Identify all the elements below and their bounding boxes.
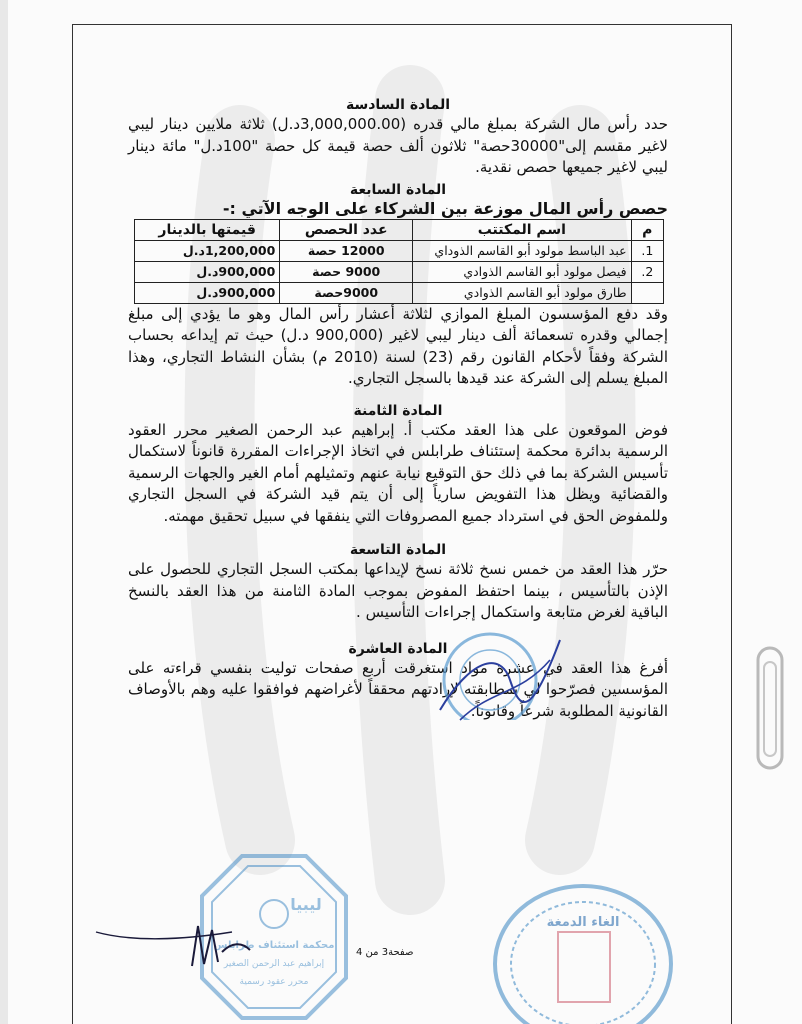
stamp-text: الغاء الدمغة xyxy=(546,915,620,930)
table-row xyxy=(135,240,664,261)
article8-title: المادة الثامنة xyxy=(353,402,443,419)
stamp-text: ليبيا xyxy=(290,895,322,914)
article9-text: حرّر هذا العقد من خمس نسخ ثلاثة نسخ لإيداعها بمكتب السجل التجاري للحصول على الإذن بالتأسيس ، بينما احتفظ المفوض بموجب المادة الثامنة من هذا العقد بالنسخ الباقية لغرض متابعة واستكمال إجراءات التأسيس . xyxy=(128,560,668,621)
row-number xyxy=(631,282,663,303)
page-number: صفحة3 من 4 xyxy=(356,947,414,958)
share-count: 9000حصة xyxy=(280,282,413,303)
stamp-text: إبراهيم عبد الرحمن الصغير xyxy=(223,959,325,969)
article6-text: حدد رأس مال الشركة بمبلغ مالي قدره (3,000,000.00د.ل) ثلاثة ملايين دينار ليبي لاغير مقسم إلى"30000حصة" ثلاثون ألف حصة قيمة كل حصة "100د.ل" مائة دينار ليبي لاغير جميعها حصص نقدية. xyxy=(128,115,668,176)
table-row xyxy=(135,261,664,282)
article7-text: وقد دفع المؤسسون المبلغ الموازي لثلاثة أعشار رأس المال وهو ما يؤدي إلى مبلغ إجمالي وقدره تسعمائة ألف دينار ليبي لاغير (900,000 د.ل) حيث تم إيداعه بحساب الشركة وفقاً لأحكام القانون رقم (23) لسنة (2010 م) بشأن النشاط التجاري، وهذا المبلغ يسلم إلى الشركة عند قيدها بالسجل التجاري. xyxy=(128,304,668,387)
stamp-text: محرر عقود رسمية xyxy=(239,977,309,987)
column-header-name: اسم المكتتب xyxy=(413,219,632,240)
scan-edge xyxy=(0,0,8,1024)
shares-table xyxy=(134,219,664,304)
article9-title: المادة التاسعة xyxy=(349,542,447,558)
share-value: 1,200,000د.ل xyxy=(135,240,280,261)
signature-middle xyxy=(430,620,570,730)
stamp-text: محكمة استئناف طرابلس xyxy=(213,940,335,951)
row-number: 1. xyxy=(631,240,663,261)
article10-title: المادة العاشرة xyxy=(348,640,448,657)
shares-table-title: حصص رأس المال موزعة بين الشركاء على الوجه الآتي :- xyxy=(222,198,668,218)
table-row xyxy=(135,282,664,303)
column-header-value: قيمتها بالدينار xyxy=(135,219,280,240)
signature-bottom-left xyxy=(92,912,292,972)
share-count: 12000 حصة xyxy=(280,240,413,261)
row-number: 2. xyxy=(631,261,663,282)
subscriber-name: فيصل مولود أبو القاسم الذوادي xyxy=(413,261,632,282)
article7-title: المادة السابعة xyxy=(349,181,447,198)
share-count: 9000 حصة xyxy=(280,261,413,282)
article6-title: المادة السادسة xyxy=(345,97,451,113)
column-header-shares: عدد الحصص xyxy=(280,219,413,240)
subscriber-name: عبد الباسط مولود أبو القاسم الذوداي xyxy=(413,240,632,261)
table-header-row xyxy=(135,219,664,240)
share-value: 900,000د.ل xyxy=(135,282,280,303)
paper-clip xyxy=(752,644,792,774)
article8-text: فوض الموقعون على هذا العقد مكتب أ. إبراهيم عبد الرحمن الصغير محرر العقود الرسمية بدائرة محكمة إستئناف طرابلس في اتخاذ الإجراءات المقررة قانوناً لاستكمال تأسيس الشركة بما في ذلك حق التوقيع نيابة عنهم وتمثيلهم أمام الغير والجهات الرسمية والقضائية ويظل هذا التفويض سارياً إلى أن يتم قيد الشركة في السجل التجاري وللمفوض الحق في استرداد جميع المصروفات التي ينفقها في سبيل تحقيق مهمته. xyxy=(128,420,668,525)
revenue-stamp-right xyxy=(488,872,678,1024)
share-value: 900,000د.ل xyxy=(135,261,280,282)
subscriber-name: طارق مولود أبو القاسم الذوادي xyxy=(413,282,632,303)
article10-text: أفرغ هذا العقد في عشرة مواد استغرقت أربع صفحات توليت بنفسي قراءته على المؤسسين فصرّحوا لي بمطابقته لإرادتهم محققاً لأغراضهم فوافقوا عليه وهم بالأوصاف القانونية المطلوبة شرعاً وقانوناً. xyxy=(128,658,668,720)
column-header-number: م xyxy=(631,219,663,240)
